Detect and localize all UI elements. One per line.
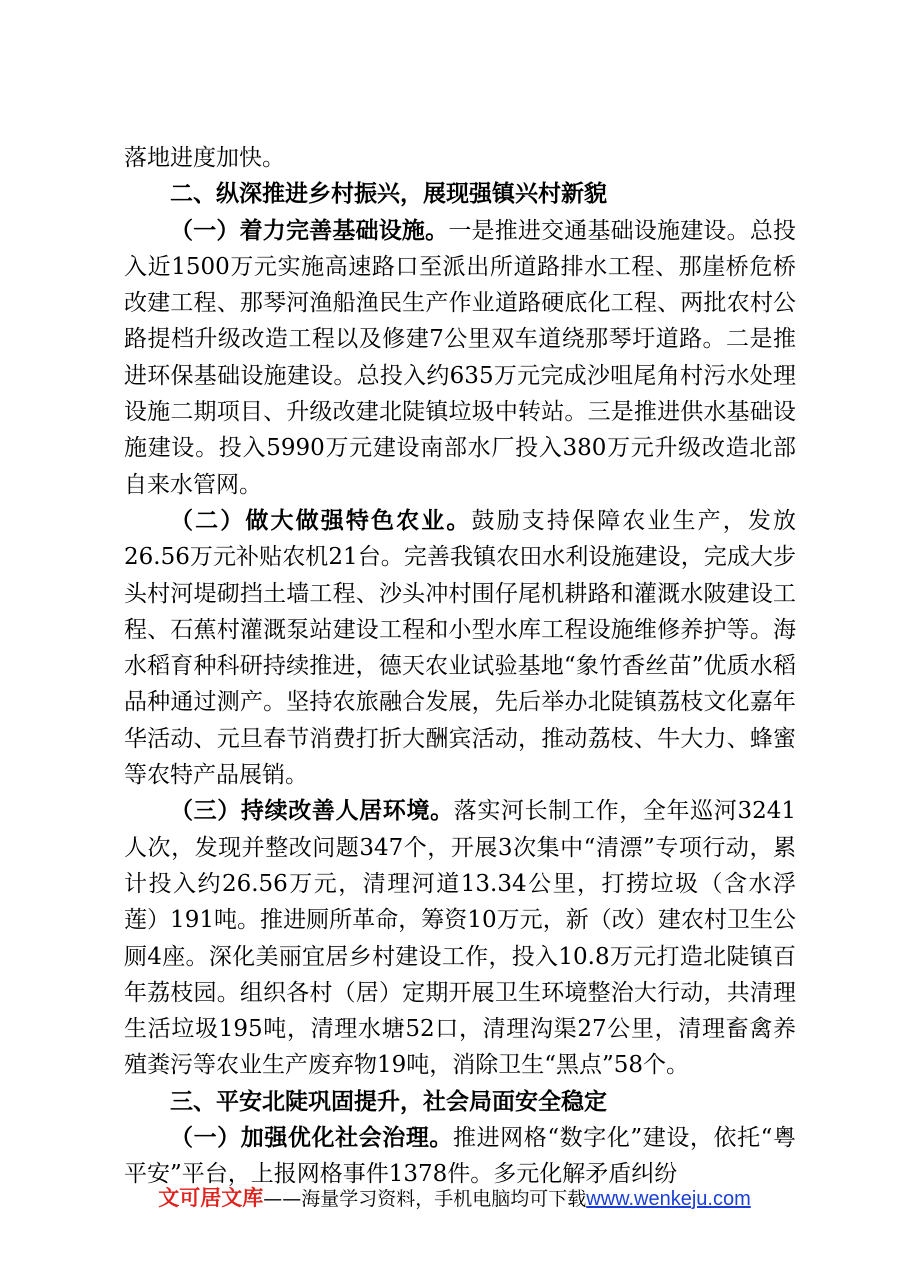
paragraph-agriculture	[124, 503, 796, 793]
paragraph-text: 推进网格“数字化”建设，依托“粤平安”平台，上报网格事件1378件。多元化解矛盾纠纷	[124, 1125, 797, 1188]
footer-brand: 文可居文库	[158, 1186, 264, 1210]
document-body	[124, 140, 796, 1193]
footer-tagline: ——海量学习资料，手机电脑均可下载	[263, 1188, 587, 1210]
footer-banner	[0, 1182, 909, 1212]
paragraph-lead: （三）持续改善人居环境。	[170, 798, 454, 825]
section-heading-3: 三、平安北陡巩固提升，社会局面安全稳定	[170, 1088, 607, 1115]
paragraph-text: 一是推进交通基础设施建设。总投入近1500万元实施高速路口至派出所道路排水工程、那崖桥危桥改建工程、那琴河渔船渔民生产作业道路硬底化工程、两批农村公路提档升级改造工程以及修建7公里双车道绕那琴圩道路。二是推进环保基础设施建设。总投入约635万元完成沙咀尾角村污水处理设施二期项目、升级改建北陡镇垃圾中转站。三是推进供水基础设施建设。投入5990万元建设南部水厂投入380万元升级改造北部自来水管网。	[124, 217, 797, 498]
footer-url-link[interactable]: www.wenkeju.com	[586, 1188, 751, 1210]
section-heading-2: 二、纵深推进乡村振兴，展现强镇兴村新貌	[170, 181, 607, 208]
paragraph-text: 鼓励支持保障农业生产，发放26.56万元补贴农机21台。完善我镇农田水利设施建设，完成大步头村河堤砌挡土墙工程、沙头冲村围仔尾机耕路和灌溉水陂建设工程、石蕉村灌溉泵站建设工程和小型水库工程设施维修养护等。海水稻育种科研持续推进，德天农业试验基地“象竹香丝苗”优质水稻品种通过测产。坚持农旅融合发展，先后举办北陡镇荔枝文化嘉年华活动、元旦春节消费打折大酬宾活动，推动荔枝、牛大力、蜂蜜等农特产品展销。	[124, 507, 796, 789]
paragraph-infrastructure	[124, 213, 796, 503]
paragraph-text: 落实河长制工作，全年巡河3241人次，发现并整改问题347个，开展3次集中“清漂”专项行动，累计投入约26.56万元，清理河道13.34公里，打捞垃圾（含水浮莲）191吨。推进厕所革命，筹资10万元，新（改）建农村卫生公厕4座。深化美丽宜居乡村建设工作，投入10.8万元打造北陡镇百年荔枝园。组织各村（居）定期开展卫生环境整治大行动，共清理生活垃圾195吨，清理水塘52口，清理沟渠27公里，清理畜禽养殖粪污等农业生产废弃物19吨，消除卫生“黑点”58个。	[124, 798, 796, 1079]
paragraph-lead: （一）着力完善基础设施。	[170, 217, 449, 244]
paragraph-lead: （二）做大做强特色农业。	[170, 507, 472, 534]
continuation-line: 落地进度加快。	[124, 145, 285, 171]
paragraph-environment	[124, 793, 796, 1083]
paragraph-lead: （一）加强优化社会治理。	[170, 1125, 453, 1152]
